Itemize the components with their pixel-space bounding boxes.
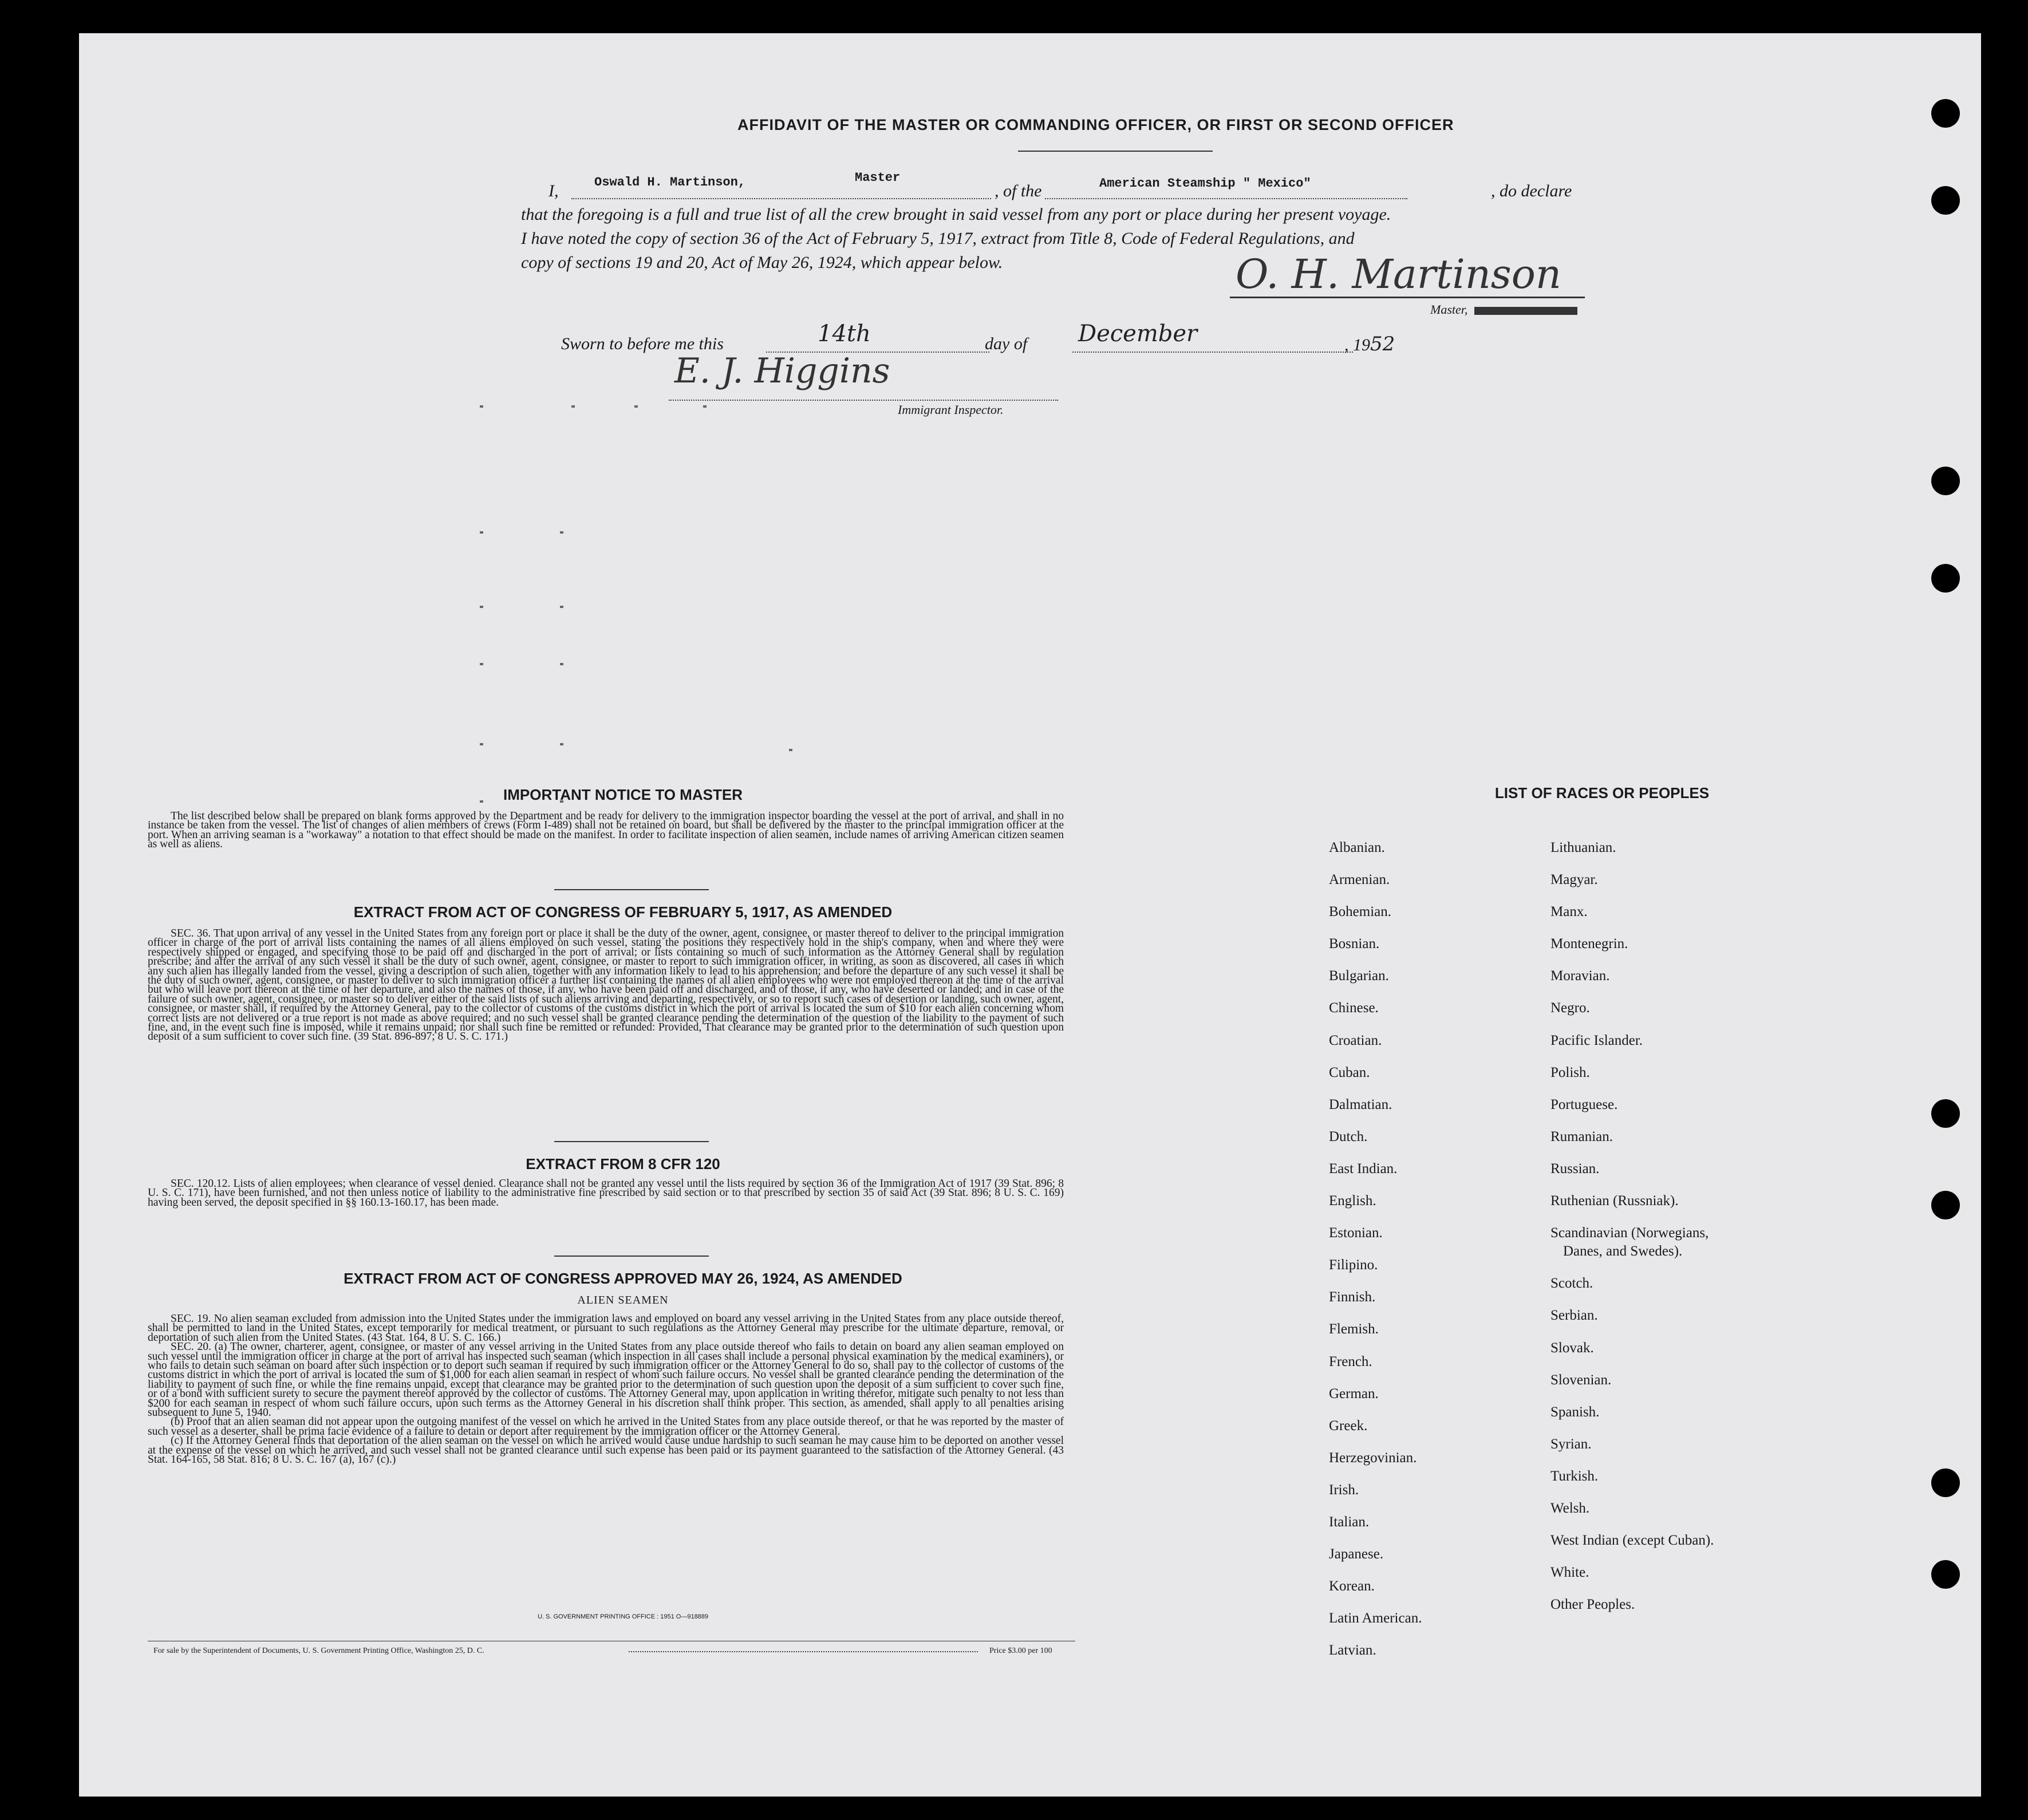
- race-item: Rumanian.: [1550, 1128, 1613, 1144]
- race-item: Dutch.: [1329, 1128, 1368, 1144]
- race-item: Danes, and Swedes).: [1563, 1243, 1683, 1260]
- race-item: Japanese.: [1329, 1546, 1384, 1562]
- master-signature: O. H. Martinson: [1236, 251, 1561, 298]
- race-item: Russian.: [1550, 1160, 1600, 1177]
- declaration-line-3: I have noted the copy of section 36 of the Act of February 5, 1917, extract from Title 8, Code of Federal Regulations, and: [521, 229, 1355, 248]
- declarant-rank-field: Master: [855, 171, 901, 185]
- notice-title: IMPORTANT NOTICE TO MASTER: [503, 786, 743, 803]
- binder-hole: [1931, 186, 1960, 215]
- race-item: German.: [1329, 1385, 1379, 1401]
- notice-text: The list described below shall be prepared on blank forms approved by the Department and be ready for delivery to the immigration inspector boarding the vessel at the port of arrival, and shall in no instance be taken from the vessel. The list of changes of alien members of crews (Form I-489) shall not be retained on board, but shall be delivered by the master to the principal immigration officer at the port. When an arriving seaman is a "workaway" a notation to that effect should be made on the manifest. In order to facilitate inspection of alien seamen, include names of arriving American citizen seamen as well as aliens.: [148, 810, 1064, 851]
- race-item: Latin American.: [1329, 1610, 1422, 1626]
- binder-hole: [1931, 1099, 1960, 1128]
- extract-1924-title: EXTRACT FROM ACT OF CONGRESS APPROVED MAY 26, 1924, AS AMENDED: [344, 1270, 902, 1287]
- affidavit-title: AFFIDAVIT OF THE MASTER OR COMMANDING OFFICER, OR FIRST OR SECOND OFFICER: [737, 116, 1454, 133]
- extract-1917-text: SEC. 36. That upon arrival of any vessel in the United States from any foreign port or place it shall be the duty of the owner, agent, consignee, or master thereof to deliver to the principal immigration officer in charge of the port of arrival lists containing the names of all aliens employed on such vessel, stating the positions they respectively hold in the ship's company, when and where they were respectively shipped or engaged, and specifying those to be paid off and discharged in the port of arrival; or lists containing so much of such information as the Attorney General shall by regulation prescribe; and after the arrival of any such vessel it shall be the duty of such owner, agent, consignee, or master to report to such immigration officer, in writing, as soon as discovered, all cases in which any such alien has illegally landed from the vessel, giving a description of such alien, together with any information likely to lead to his apprehension; and before the departure of any such vessel it shall be the duty of such owner, agent, consignee, or master to deliver to such immigration officer a further list containing the names of all alien employees who were not employed thereon at the time of the arrival but who will leave port thereon at the time of her departure, and also the names of those, if any, who have been paid off and discharged, and of those, if any, who have deserted or landed; and in case of the failure of such owner, agent, consignee, or master so to deliver either of the said lists of such aliens arriving and departing, respectively, or so to report such cases of desertion or landing, such owner, agent, consignee, or master shall, if required by the Attorney General, pay to the collector of customs of the customs district in which the port of arrival is located the sum of $10 for each alien concerning whom correct lists are not delivered or a true report is not made as above required; and no such vessel shall be granted clearance pending the determination of the question of the liability to the payment of such fine, and, in the event such fine is imposed, while it remains unpaid; nor shall such fine be remitted or refunded: Provided, That clearance may be granted prior to the determination of such question upon deposit of a sum sufficient to cover such fine. (39 Stat. 896-897; 8 U. S. C. 171.): [148, 927, 1064, 1043]
- race-item: Bohemian.: [1329, 904, 1392, 920]
- race-item: Polish.: [1550, 1064, 1590, 1080]
- race-item: Pacific Islander.: [1550, 1032, 1643, 1048]
- race-item: Italian.: [1329, 1514, 1370, 1530]
- race-item: Lithuanian.: [1550, 840, 1616, 855]
- inspector-signature-line: [669, 400, 1058, 401]
- sworn-day-field: 14th: [818, 321, 871, 347]
- race-item: White.: [1550, 1565, 1589, 1581]
- rule-1: [554, 889, 709, 890]
- sworn-year-field: 52: [1370, 333, 1395, 356]
- day-of-label: day of: [985, 334, 1028, 353]
- race-item: Slovak.: [1550, 1340, 1594, 1356]
- race-item: Magyar.: [1550, 872, 1598, 888]
- race-item: Ruthenian (Russniak).: [1550, 1193, 1679, 1209]
- master-signature-line: [1230, 297, 1585, 298]
- binder-hole: [1931, 99, 1960, 128]
- footer-leader: [629, 1651, 978, 1652]
- race-item: Scotch.: [1550, 1276, 1593, 1292]
- race-item: Armenian.: [1329, 872, 1390, 888]
- race-item: Herzegovinian.: [1329, 1450, 1417, 1466]
- race-item: Negro.: [1550, 1000, 1590, 1016]
- do-declare-label: , do declare: [1489, 179, 1574, 203]
- i-label: I,: [549, 181, 559, 200]
- races-right-column: [1550, 832, 1714, 1621]
- races-title: LIST OF RACES OR PEOPLES: [1494, 784, 1710, 802]
- race-item: Irish.: [1329, 1482, 1359, 1498]
- race-item: French.: [1329, 1353, 1372, 1369]
- master-caption: Master,: [1430, 302, 1577, 317]
- sec-20a: SEC. 20. (a) The owner, charterer, agent, consignee, or master of any vessel arriving in the United States from any place outside thereof who fails to detain on board any alien seaman employed on such vessel until the immigration officer in charge at the port of arrival has inspected such seaman (which inspection in all cases shall include a personal physical examination by the medical examiners), or who fails to detain such seaman on board after such inspection or to deport such seaman if required by such immigration officer or the Attorney General to do so, shall pay to the collector of customs of the customs district in which the port of arrival is located the sum of $1,000 for each alien seaman in respect of whom such failure occurs. No vessel shall be granted clearance pending the determination of the liability to payment of such fine, or while the fine remains unpaid, except that clearance may be granted prior to the determination of such question upon the deposit of a sum sufficient to cover such fine, or of a bond with sufficient surety to secure the payment thereof approved by the collector of customs. The Attorney General may, upon application in writing therefor, mitigate such penalty to not less than $200 for each seaman in respect of whom such failure occurs, upon such terms as the Attorney General in his discretion shall think proper. This section, as amended, shall apply to all penalties arising subsequent to June 5, 1940.: [148, 1341, 1064, 1419]
- gpo-line: U. S. GOVERNMENT PRINTING OFFICE : 1951 O—918889: [537, 1613, 709, 1620]
- year-prefix: , 1952: [1344, 333, 1395, 356]
- race-item: Slovenian.: [1550, 1372, 1612, 1388]
- binder-hole: [1931, 1560, 1960, 1589]
- rule-3: [554, 1256, 709, 1257]
- footer-sale-note: For sale by the Superintendent of Documents, U. S. Government Printing Office, Washington 25, D. C.: [153, 1647, 484, 1655]
- binder-hole: [1931, 564, 1960, 593]
- race-item: Bulgarian.: [1329, 968, 1389, 984]
- race-item: Serbian.: [1550, 1308, 1598, 1324]
- race-item: Turkish.: [1550, 1468, 1599, 1484]
- race-item: Portuguese.: [1550, 1096, 1618, 1112]
- binder-hole: [1931, 1468, 1960, 1497]
- declarant-line: [571, 198, 1407, 199]
- declarant-name-field: Oswald H. Martinson,: [594, 175, 746, 189]
- sec-20c: (c) If the Attorney General finds that deportation of the alien seaman on the vessel on which he arrived would cause undue hardship to such seaman he may cause him to be deported on another vessel at the expense of the vessel on which he arrived, and such vessel shall not be granted clearance until such expense has been paid or its payment guaranteed to the satisfaction of the Attorney General. (43 Stat. 164-165, 58 Stat. 816; 8 U. S. C. 167 (a), 167 (c).): [148, 1435, 1064, 1466]
- sec-20b: (b) Proof that an alien seaman did not appear upon the outgoing manifest of the vessel on which he arrived in the United States from any place outside thereof, or that he was reported by the master of such vessel as a deserter, shall be prima facie evidence of a failure to detain or deport after requirement by the immigration officer or the Attorney General.: [148, 1416, 1064, 1438]
- alien-seamen-subtitle: ALIEN SEAMEN: [577, 1294, 669, 1306]
- declaration-line-2: that the foregoing is a full and true list of all the crew brought in said vessel from any port or place during her present voyage.: [521, 205, 1391, 224]
- inspector-signature: E. J. Higgins: [674, 351, 890, 391]
- document-page: [79, 33, 1981, 1797]
- race-item: Manx.: [1550, 904, 1588, 920]
- race-item: Scandinavian (Norwegians,: [1550, 1225, 1709, 1241]
- race-item: Chinese.: [1329, 1000, 1379, 1016]
- rule-2: [554, 1141, 709, 1142]
- race-item: Albanian.: [1329, 840, 1385, 855]
- binder-hole: [1931, 1191, 1960, 1219]
- inspector-caption: Immigrant Inspector.: [898, 402, 1004, 417]
- race-item: Flemish.: [1329, 1321, 1379, 1337]
- race-item: Korean.: [1329, 1578, 1375, 1594]
- race-item: Welsh.: [1550, 1500, 1590, 1516]
- extract-1917-title: EXTRACT FROM ACT OF CONGRESS OF FEBRUARY 5, 1917, AS AMENDED: [353, 903, 893, 921]
- sworn-label: Sworn to before me this: [561, 334, 724, 353]
- race-item: Greek.: [1329, 1418, 1368, 1434]
- declaration-line-4: copy of sections 19 and 20, Act of May 26, 1924, which appear below.: [521, 253, 1003, 272]
- footer-price: Price $3.00 per 100: [989, 1647, 1052, 1655]
- races-left-column: [1329, 832, 1422, 1667]
- extract-cfr-title: EXTRACT FROM 8 CFR 120: [526, 1155, 720, 1172]
- extract-cfr-text: SEC. 120.12. Lists of alien employees; when clearance of vessel denied. Clearance shall not be granted any vessel until the lists required by section 36 of the Immigration Act of 1917 (39 Stat. 896; 8 U. S. C. 171), have been furnished, and not then unless notice of liability to the administrative fine prescribed by said section or to that prescribed by section 35 of said Act (39 Stat. 896; 8 U. S. C. 169) having been served, the deposit specified in §§ 160.13-160.17, has been made.: [148, 1178, 1064, 1209]
- sworn-month-line: [1072, 352, 1353, 353]
- race-item: Latvian.: [1329, 1643, 1376, 1659]
- extract-1924-text: [148, 1314, 1064, 1465]
- race-item: East Indian.: [1329, 1160, 1398, 1177]
- vessel-name-field: American Steamship " Mexico": [1099, 176, 1311, 191]
- sec-19: SEC. 19. No alien seaman excluded from admission into the United States under the immigration laws and employed on board any vessel arriving in the United States from any place outside thereof, shall be permitted to land in the United States, except temporarily for medical treatment, or pursuant to such regulations as the Attorney General may prescribe for the ultimate departure, removal, or deportation of such alien from the United States. (43 Stat. 164, 8 U. S. C. 166.): [148, 1313, 1064, 1344]
- race-item: Dalmatian.: [1329, 1096, 1392, 1112]
- race-item: West Indian (except Cuban).: [1550, 1533, 1714, 1549]
- race-item: Moravian.: [1550, 968, 1610, 984]
- race-item: Estonian.: [1329, 1225, 1383, 1241]
- sworn-month-field: December: [1078, 321, 1198, 347]
- race-item: Montenegrin.: [1550, 936, 1628, 952]
- of-the-label: , of the: [992, 179, 1044, 203]
- struck-out-text: [1474, 307, 1577, 315]
- race-item: Bosnian.: [1329, 936, 1380, 952]
- race-item: Finnish.: [1329, 1289, 1376, 1305]
- race-item: Croatian.: [1329, 1032, 1382, 1048]
- race-item: English.: [1329, 1193, 1376, 1209]
- race-item: Filipino.: [1329, 1257, 1378, 1273]
- binder-hole: [1931, 467, 1960, 495]
- race-item: Syrian.: [1550, 1436, 1592, 1452]
- race-item: Cuban.: [1329, 1064, 1370, 1080]
- race-item: Spanish.: [1550, 1404, 1600, 1420]
- title-rule: [1018, 151, 1213, 152]
- race-item: Other Peoples.: [1550, 1597, 1635, 1613]
